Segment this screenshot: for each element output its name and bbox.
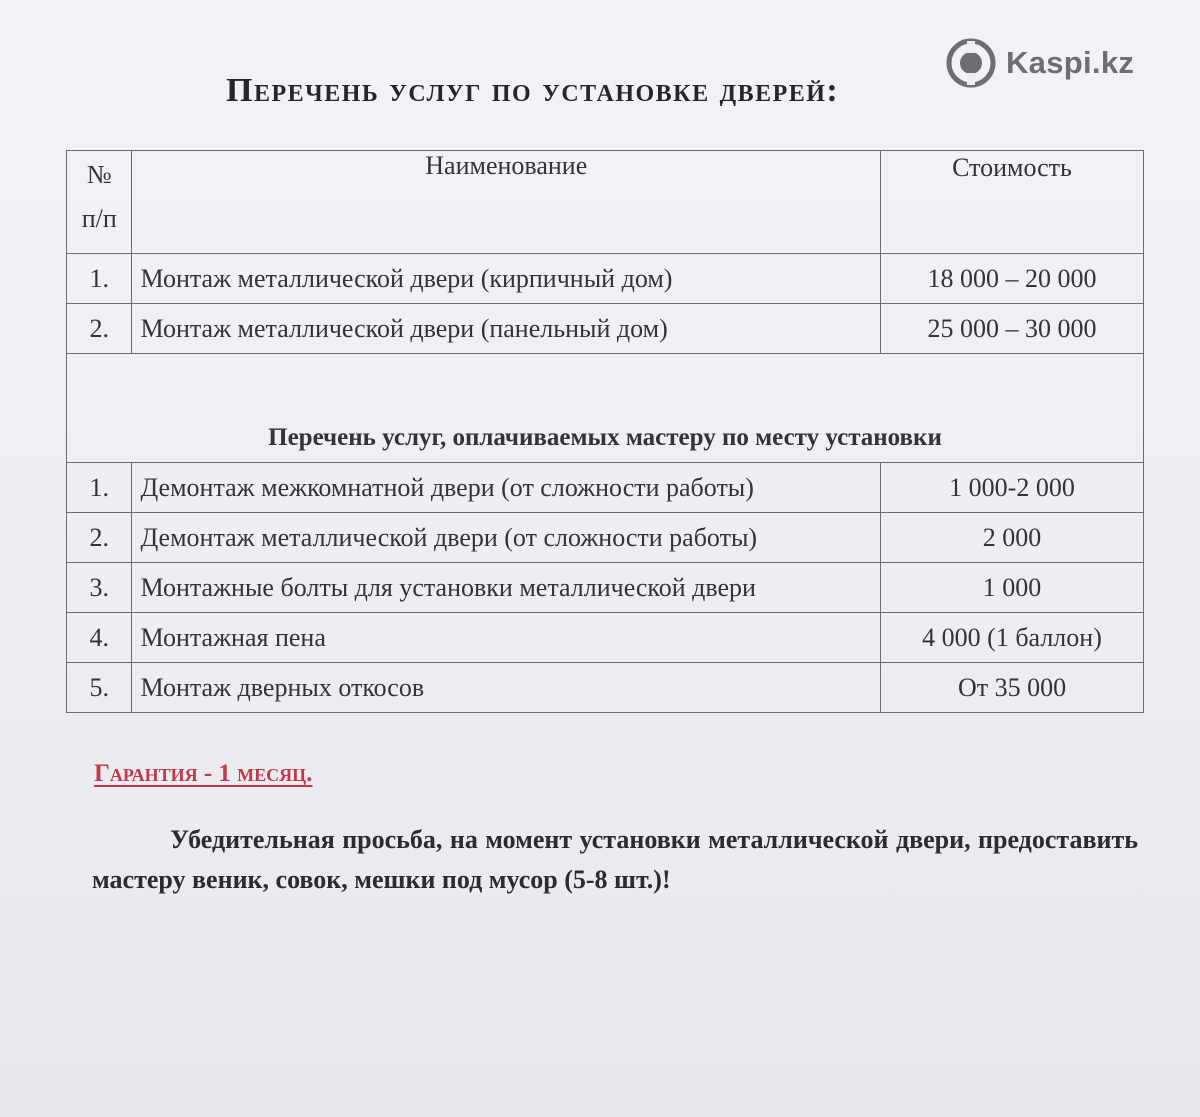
row-number: 5. (67, 663, 132, 713)
header-number-abbr: п/п (81, 204, 117, 233)
row-name: Монтаж металлической двери (панельный дом) (132, 304, 881, 354)
table-row (67, 613, 1144, 663)
table-header-row (67, 151, 1144, 254)
row-number: 2. (67, 513, 132, 563)
header-number-symbol: № (86, 160, 112, 189)
row-price: 2 000 (881, 513, 1144, 563)
document-title: Перечень услуг по установке дверей: (226, 72, 840, 109)
row-price: 25 000 – 30 000 (881, 304, 1144, 354)
watermark-text: Kaspi.kz (1006, 45, 1135, 80)
table-row (67, 254, 1144, 304)
row-number: 1. (67, 254, 132, 304)
services-table (66, 150, 1144, 713)
row-price: 4 000 (1 баллон) (881, 613, 1144, 663)
row-number: 2. (67, 304, 132, 354)
row-price: От 35 000 (881, 663, 1144, 713)
table-section-row (67, 354, 1144, 463)
row-number: 3. (67, 563, 132, 613)
section-title: Перечень услуг, оплачиваемых мастеру по месту установки (67, 354, 1144, 463)
row-name: Демонтаж металлической двери (от сложности работы) (132, 513, 881, 563)
header-number-cell (67, 151, 132, 254)
guarantee-text: Гарантия - 1 месяц. (94, 760, 313, 787)
row-price: 18 000 – 20 000 (881, 254, 1144, 304)
table-row (67, 563, 1144, 613)
row-number: 1. (67, 463, 132, 513)
row-number: 4. (67, 613, 132, 663)
table-row (67, 663, 1144, 713)
request-note: Убедительная просьба, на момент установки металлической двери, предоставить мастеру веник, совок, мешки под мусор (5-8 шт.)! (92, 825, 1138, 894)
table-row (67, 463, 1144, 513)
row-name: Демонтаж межкомнатной двери (от сложности работы) (132, 463, 881, 513)
row-name: Монтаж металлической двери (кирпичный дом) (132, 254, 881, 304)
row-name: Монтажные болты для установки металлической двери (132, 563, 881, 613)
row-price: 1 000 (881, 563, 1144, 613)
row-name: Монтаж дверных откосов (132, 663, 881, 713)
row-name: Монтажная пена (132, 613, 881, 663)
row-price: 1 000-2 000 (881, 463, 1144, 513)
table-row (67, 304, 1144, 354)
header-name-cell: Наименование (132, 151, 881, 254)
table-row (67, 513, 1144, 563)
header-price-cell: Стоимость (881, 151, 1144, 254)
